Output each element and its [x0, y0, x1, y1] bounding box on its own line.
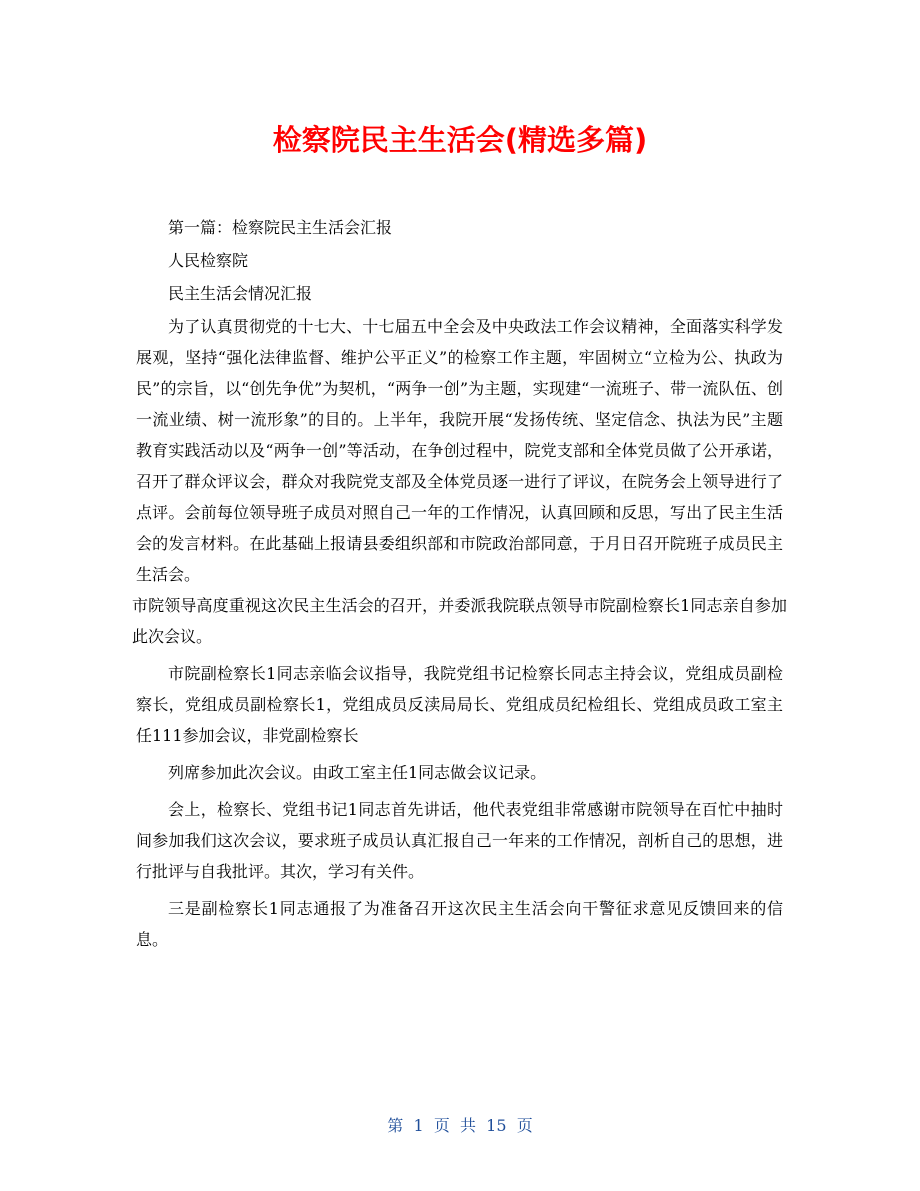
section-heading: 第一篇：检察院民主生活会汇报: [168, 218, 393, 237]
paragraph-nonparty: 列席参加此次会议。由政工室主任1同志做会议记录。: [168, 763, 547, 782]
paragraph-intro: 为了认真贯彻党的十七大、十七届五中全会及中央政法工作会议精神，全面落实科学发展观，坚持“强化法律监督、维护公平正义”的检察工作主题，牢固树立“立检为公、执政为民”的宗旨，以“创先争优”为契机，“两争一创”为主题，实现建“一流班子、带一流队伍、创一流业绩、树一流形象”的目的。上半年，我院开展“发扬传统、坚定信念、执法为民”主题教育实践活动以及“两争一创”等活动，在争创过程中，院党支部和全体党员做了公开承诺，召开了群众评议会，群众对我院党支部及全体党员逐一进行了评议，在院务会上领导进行了点评。会前每位领导班子成员对照自己一年的工作情况，认真回顾和反思，写出了民主生活会的发言材料。在此基础上报请县委组织部和市院政治部同意，于月日召开院班子成员民主生活会。: [136, 317, 783, 584]
paragraph-attendees: 市院副检察长1同志亲临会议指导，我院党组书记检察长同志主持会议，党组成员副检察长，党组成员副检察长1，党组成员反渎局局长、党组成员纪检组长、党组成员政工室主任111参加会议，非党副检察长: [136, 664, 783, 745]
paragraph-speech: 会上，检察长、党组书记1同志首先讲话，他代表党组非常感谢市院领导在百忙中抽时间参加我们这次会议，要求班子成员认真汇报自己一年来的工作情况，剖析自己的思想，进行批评与自我批评。其次，学习有关件。: [136, 800, 783, 881]
organization-name: 人民检察院: [168, 251, 249, 270]
report-title: 民主生活会情况汇报: [168, 284, 313, 303]
page-number: 第 1 页 共 15 页: [387, 1116, 533, 1135]
document-title: 检察院民主生活会(精选多篇): [272, 123, 648, 157]
paragraph-leadership: 市院领导高度重视这次民主生活会的召开，并委派我院联点领导市院副检察长1同志亲自参加此次会议。: [132, 596, 787, 646]
document-body: [132, 212, 787, 955]
paragraph-feedback: 三是副检察长1同志通报了为准备召开这次民主生活会向干警征求意见反馈回来的信息。: [136, 899, 783, 949]
